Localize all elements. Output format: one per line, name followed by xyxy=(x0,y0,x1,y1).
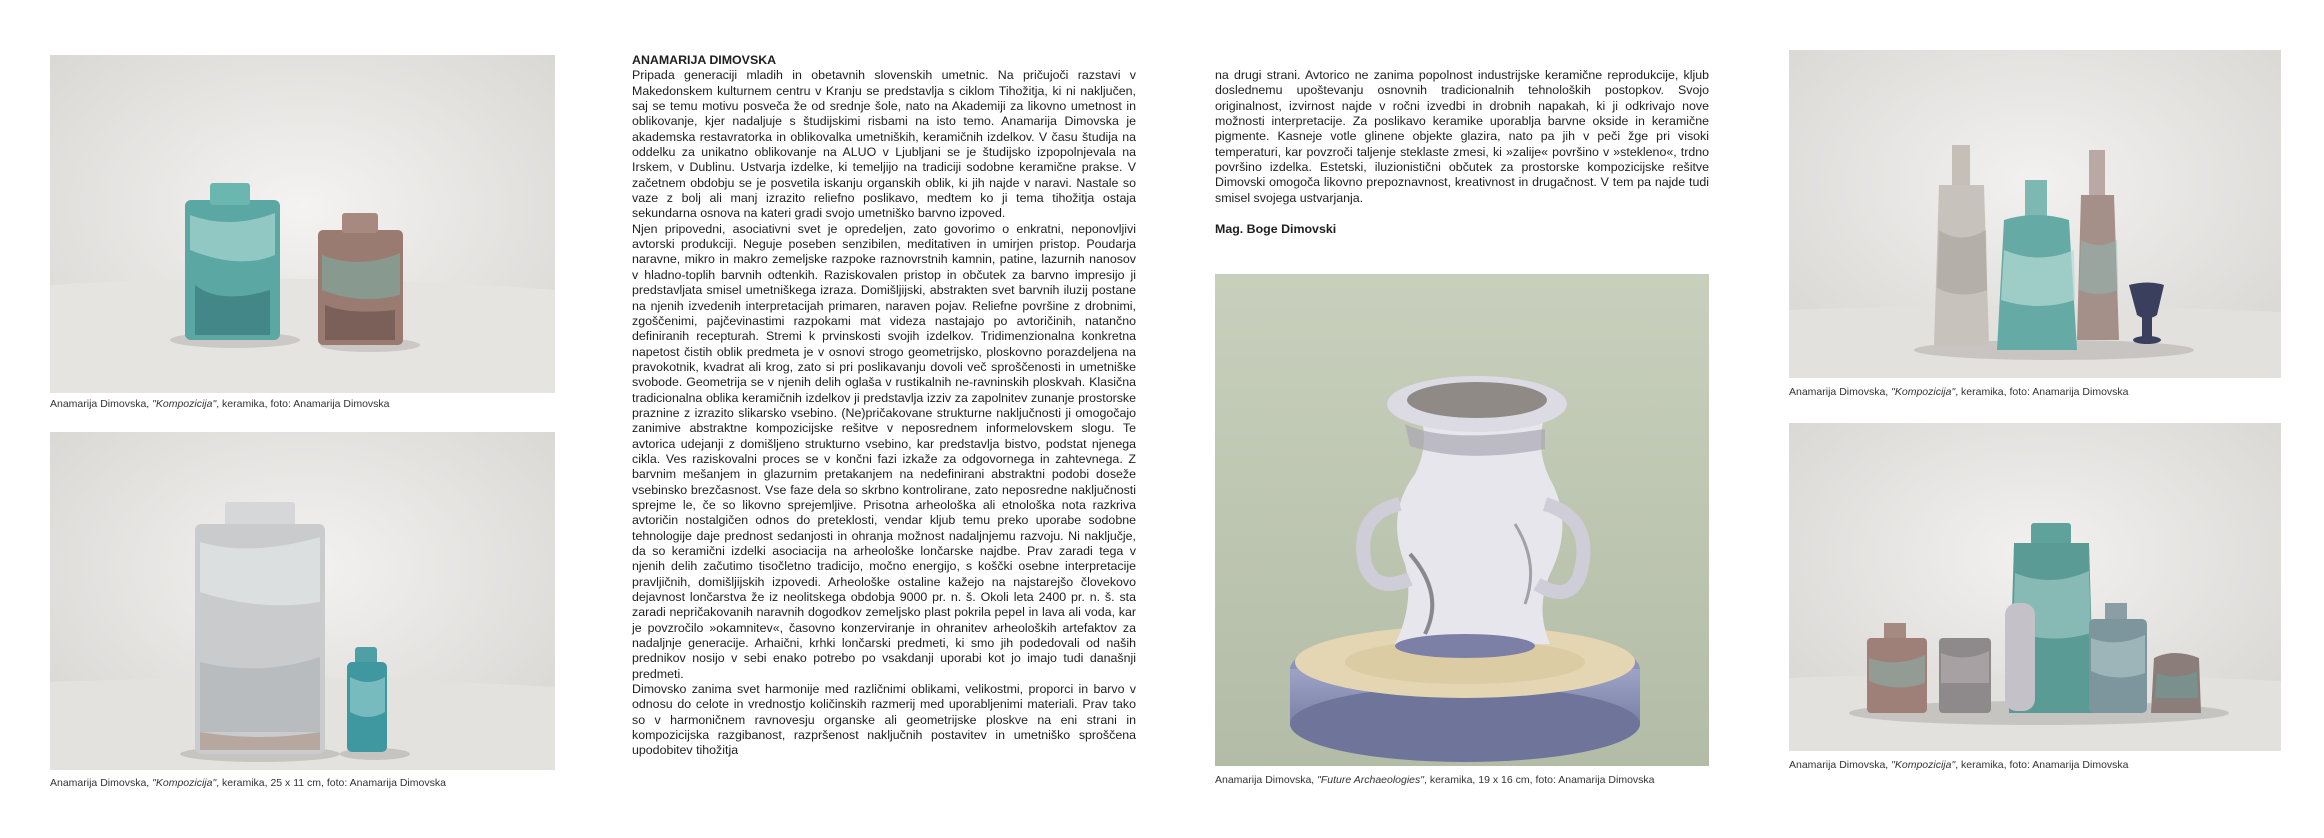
article-paragraph-1: Pripada generaciji mladih in obetavnih slovenskih umetnic. Na pričujoči razstavi v Makedonskem kulturnem centru v Kranju se predstavlja s ciklom Tihožitja, ki ni naključen, saj se temu motivu posveča že od srednje šole, nato na Akademiji za likovno umetnost in oblikovanje, kjer nadaljuje s študijskimi risbami na isto temo. Anamarija Dimovska je akademska restavratorka in oblikovalka umetniških, keramičnih izdelkov. V času študija na oddelku za unikatno oblikovanje na ALUO v Ljubljani se je študijsko izpopolnjevala na Irskem, v Dublinu. Ustvarja izdelke, ki temeljijo na tradiciji sodobne keramične prakse. V začetnem obdobju se je posvetila iskanju organskih oblik, ki jih najde v naravi. Nastale so vaze z bolj ali manj izrazito reliefno poslikavo, medtem ko ji tema tihožitja ostaja sekundarna osnova na kateri gradi svojo umetniško barvno izpoved. xyxy=(632,68,1136,221)
article-paragraph-3: Dimovsko zanima svet harmonije med različnimi oblikami, velikostmi, proporci in barvo v odnosu do celote in vrednostjo količinskih razmerij med uporabljenimi materiali. Prav tako so v harmoničnem ravnovesju organske ali geometrijske ploskve na eni strani in kompozicijska razgibanost, razpršenost naključnih postavitev in umetniško sproščena upodobitev tihožitja xyxy=(632,682,1136,758)
article-column-1 xyxy=(632,53,1136,759)
article-signature: Mag. Boge Dimovski xyxy=(1215,222,1337,237)
caption-top-right: Anamarija Dimovska, "Kompozicija", keramika, foto: Anamarija Dimovska xyxy=(1789,386,2129,398)
article-paragraph-2: Njen pripovedni, asociativni svet je opredeljen, zato govorimo o enkratni, neponovljivi avtorski produkciji. Neguje poseben senzibilen, meditativen in umirjen pristop. Poudarja naravne, mikro in makro zemeljske razpoke raznovrstnih kamnin, patine, lazurnih nanosov v hladno-toplih barvnih odtenkih. Raziskovalen pristop in občutek za barvno impresijo ji predstavljata smisel umetniškega izraza. Domišljijski, abstrakten svet barvnih iluzij postane na njenih izvedenih interpretacijah primaren, naraven pojav. Reliefne površine z drobnimi, zgoščenimi, pajčevinastimi razpokami mat videza nastajajo po avtoričinih, natančno definiranih recepturah. Stremi k prvinskosti svojih izdelkov. Tridimenzionalna konkretna napetost čistih oblik predmeta je v osnovi strogo geometrijsko, ploskovno porazdeljena na pravokotnik, kvadrat ali krog, zato si pri poslikavanju dovoli več sproščenosti in umetniške svobode. Geometrija se v njenih delih oglaša v rustikalnih ne-ravninskih ploskvah. Klasična tradicionalna oblika keramičnih izdelkov ji predstavlja izziv za zapolnitev zunanje prostorske praznine z izrazito slikarsko vsebino. (Ne)pričakovane strukturne naključnosti ji omogočajo zanimive abstraktne kompozicijske rešitve v neposrednem informelovskem slogu. Te avtorica udejanji z domišljeno strukturno vsebino, kar predstavlja bistvo, podstat njenega cikla. Ves raziskovalni proces se v končni fazi izkaže za odgovornega in zahtevnega. Z barvnim mešanjem in glazurnim pretakanjem na nedefinirani abstraktni podobi doseže vsebinsko brezčasnost. Vse faze dela so skrbno kontrolirane, zato neposredne naključnosti sprejme le, če so likovno sprejemljive. Prisotna arheološka ali etnološka nota razkriva avtoričin nostalgičen odnos do preteklosti, vendar kljub temu preko uporabe sodobne tehnologije daje prednost sedanjosti in ohranja možnost nadaljnjemu razvoju. Ni naključje, da so keramični izdelki asociacija na arheološke lončarske najdbe. Prav zaradi tega v njenih delih začutimo tisočletno tradicijo, močno energijo, s koščki osebne interpretacije pravljičnih, domišljijskih izpovedi. Arheološke ostaline kažejo na najstarejšo človekovo dejavnost lončarstva že iz neolitskega obdobja 9000 pr. n. š. Okoli leta 2400 pr. n. š. sta zaradi nepričakovanih naravnih dogodkov zemeljsko plast pokrila pepel in lava ali voda, kar je povzročilo »okamnitev«, časovno konzerviranje in ohranitev arheoloških artefaktov za nadaljnje generacije. Arhaični, krhki lončarski predmeti, ki smo jih podedovali od naših prednikov nosijo v sebi enako potrebo po vsakdanji uporabi kot jo imajo tudi današnji predmeti. xyxy=(632,221,1136,681)
photo-bottles-and-cup xyxy=(1789,50,2281,378)
caption-top-left: Anamarija Dimovska, "Kompozicija", keramika, foto: Anamarija Dimovska xyxy=(50,398,390,410)
article-column-2 xyxy=(1215,68,1709,237)
article-heading: ANAMARIJA DIMOVSKA xyxy=(632,53,777,67)
caption-bottom-right: Anamarija Dimovska, "Kompozicija", keramika, foto: Anamarija Dimovska xyxy=(1789,759,2129,771)
photo-future-archaeologies-vase xyxy=(1215,274,1709,766)
photo-tall-white-vessel-and-small-blue-vessel xyxy=(50,432,555,770)
caption-bottom-left: Anamarija Dimovska, "Kompozicija", keramika, 25 x 11 cm, foto: Anamarija Dimovska xyxy=(50,777,446,789)
photo-two-square-vessels xyxy=(50,55,555,393)
caption-center: Anamarija Dimovska, "Future Archaeologies", keramika, 19 x 16 cm, foto: Anamarija Dimovska xyxy=(1215,774,1655,786)
article-continuation: na drugi strani. Avtorico ne zanima popolnost industrijske keramične reprodukcije, kljub doslednemu upoštevanju osnovnih tradicionalnih tehnoloških postopkov. Svojo originalnost, izvirnost najde v ročni izvedbi in drobnih napakah, ki ji odkrivajo nove možnosti interpretacije. Za poslikavo keramike uporablja barvne okside in keramične pigmente. Kasneje votle glinene objekte glazira, nato pa jih v peči žge pri visoki temperaturi, kar povzroči taljenje steklaste zmesi, ki »zalije« površino v »stekleno«, trdno površino izdelka. Estetski, iluzionistični občutek za prostorske kompozicijske rešitve Dimovski omogoča likovno prepoznavnost, kreativnost in drugačnost. V tem pa najde tudi smisel svojega ustvarjanja. xyxy=(1215,68,1709,205)
photo-group-of-vessels xyxy=(1789,423,2281,751)
